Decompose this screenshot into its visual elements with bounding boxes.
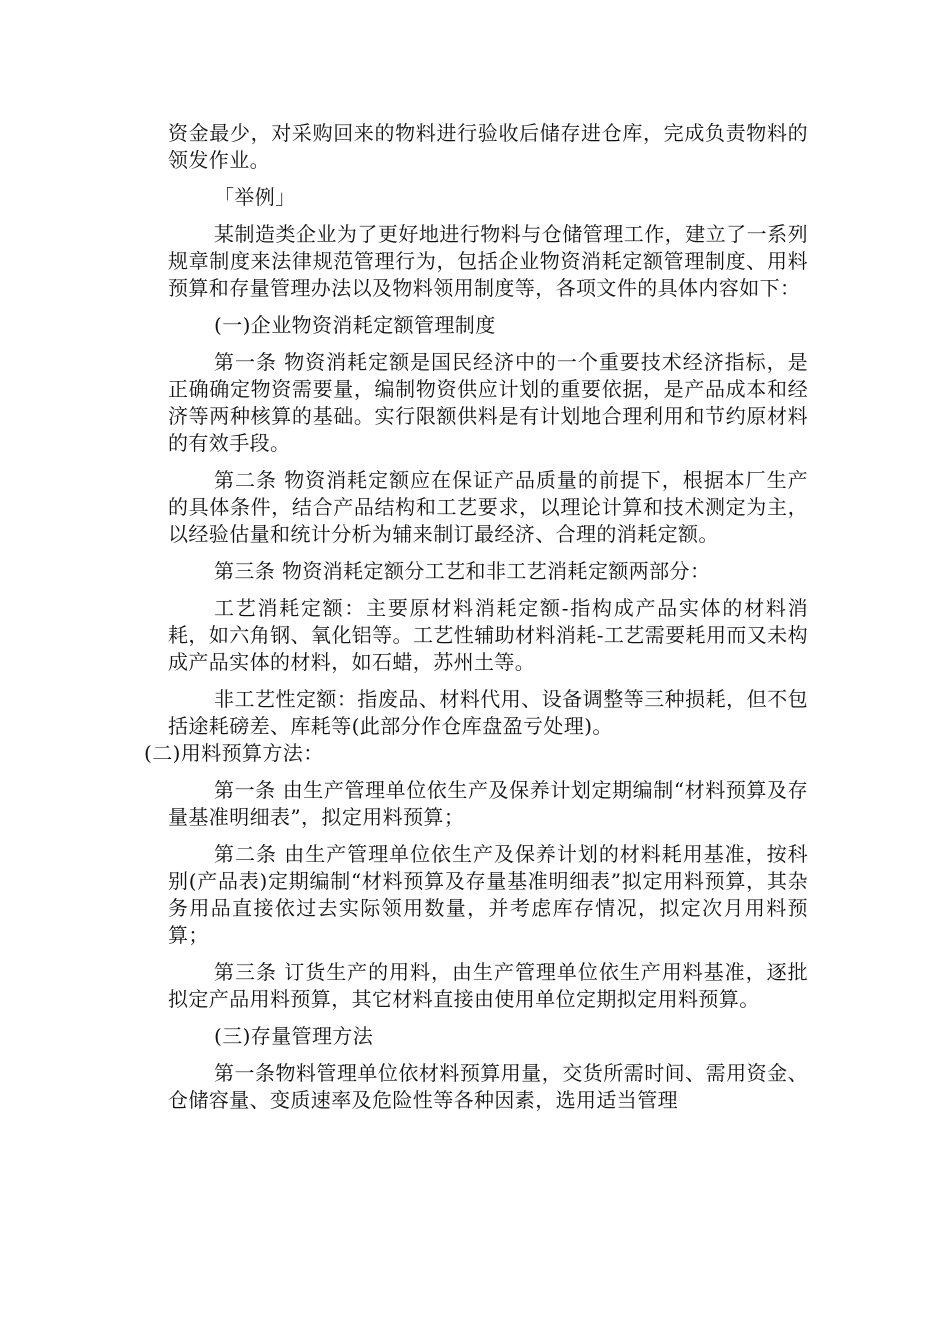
- article-1-1: 第一条 物资消耗定额是国民经济中的一个重要技术经济指标，是正确确定物资需要量，编制物资供应计划的重要依据，是产品成本和经济等两种核算的基础。实行限额供料是有计划地合理利用和节约原材料的有效手段。: [168, 350, 808, 455]
- example-heading: 「举例」: [214, 185, 296, 209]
- non-process-quota-paragraph: 非工艺性定额：指废品、材料代用、设备调整等三种损耗，但不包括途耗磅差、库耗等(此部分作仓库盘盈亏处理)。: [168, 687, 808, 738]
- article-1-2: 第二条 物资消耗定额应在保证产品质量的前提下，根据本厂生产的具体条件，结合产品结构和工艺要求，以理论计算和技术测定为主，以经验估量和统计分析为辅来制订最经济、合理的消耗定额。: [168, 468, 808, 546]
- article-3-1: 第一条物料管理单位依材料预算用量，交货所需时间、需用资金、仓储容量、变质速率及危险性等各种因素，选用适当管理: [168, 1061, 808, 1112]
- article-2-1: 第一条 由生产管理单位依生产及保养计划定期编制“材料预算及存量基准明细表”，拟定用料预算；: [168, 778, 808, 829]
- article-1-3: 第三条 物资消耗定额分工艺和非工艺消耗定额两部分：: [214, 559, 711, 583]
- document-page: [144, 120, 808, 1114]
- paragraph-funds-continuation: 资金最少，对采购回来的物料进行验收后储存进仓库，完成负责物料的领发作业。: [168, 121, 808, 172]
- article-2-3: 第三条 订货生产的用料，由生产管理单位依生产用料基准，逐批拟定产品用料预算，其它材料直接由使用单位定期拟定用料预算。: [168, 960, 808, 1011]
- article-2-2: 第二条 由生产管理单位依生产及保养计划的材料耗用基准，按科别(产品表)定期编制“材料预算及存量基准明细表”拟定用料预算，其杂务用品直接依过去实际领用数量，并考虑库存情况，拟定次月用料预算；: [168, 842, 808, 947]
- process-quota-paragraph: 工艺消耗定额：主要原材料消耗定额-指构成产品实体的材料消耗，如六角钢、氧化铝等。工艺性辅助材料消耗-工艺需要耗用而又未构成产品实体的材料，如石蜡，苏州土等。: [168, 596, 808, 674]
- paragraph-intro: 某制造类企业为了更好地进行物料与仓储管理工作，建立了一系列规章制度来法律规范管理行为，包括企业物资消耗定额管理制度、用料预算和存量管理办法以及物料领用制度等，各项文件的具体内容如下：: [168, 222, 808, 300]
- section-heading-1: (一)企业物资消耗定额管理制度: [214, 313, 496, 337]
- section-heading-2: (二)用料预算方法：: [144, 741, 324, 765]
- section-heading-3: (三)存量管理方法: [214, 1024, 374, 1048]
